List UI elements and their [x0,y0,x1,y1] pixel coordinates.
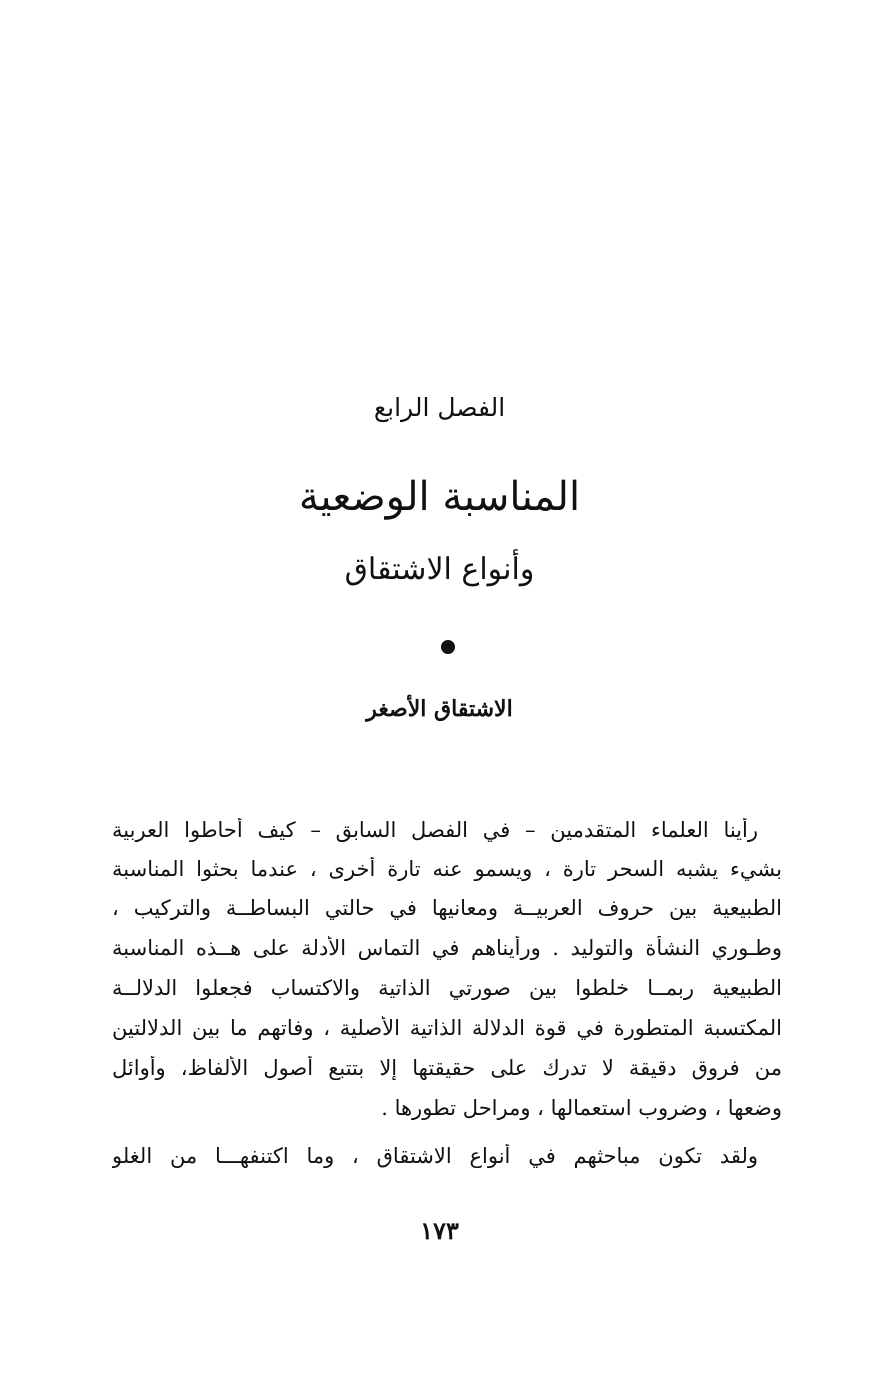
page-number: ١٧٣ [420,1216,459,1245]
body-line: وضعها ، وضروب استعمالها ، ومراحل تطورها . [381,1096,782,1120]
body-line: الطبيعية ربمــا خلطوا بين صورتي الذاتية والاكتساب فجعلوا الدلالــة [112,976,782,1000]
bullet-ornament [441,640,455,654]
body-line: رأينا العلماء المتقدمين – في الفصل السابق – كيف أحاطوا العربية [112,818,758,842]
section-heading: الاشتقاق الأصغر [366,696,513,722]
body-line: المكتسبة المتطورة في قوة الدلالة الذاتية الأصلية ، وفاتهم ما بين الدلالتين [112,1016,782,1040]
chapter-subtitle: وأنواع الاشتقاق [344,552,535,587]
body-line: ولقد تكون مباحثهم في أنواع الاشتقاق ، وما اكتنفهـــا من الغلو [112,1144,758,1168]
body-line: الطبيعية بين حروف العربيــة ومعانيها في حالتي البساطــة والتركيب ، [112,896,782,920]
body-line: من فروق دقيقة لا تدرك على حقيقتها إلا بتتبع أصول الألفاظ، وأوائل [112,1056,782,1080]
chapter-label: الفصل الرابع [373,393,506,422]
body-line: بشيء يشبه السحر تارة ، ويسمو عنه تارة أخرى ، عندما بحثوا المناسبة [112,857,782,881]
chapter-title: المناسبة الوضعية [298,474,581,520]
body-line: وطـوري النشأة والتوليد . ورأيناهم في التماس الأدلة على هــذه المناسبة [112,936,782,960]
